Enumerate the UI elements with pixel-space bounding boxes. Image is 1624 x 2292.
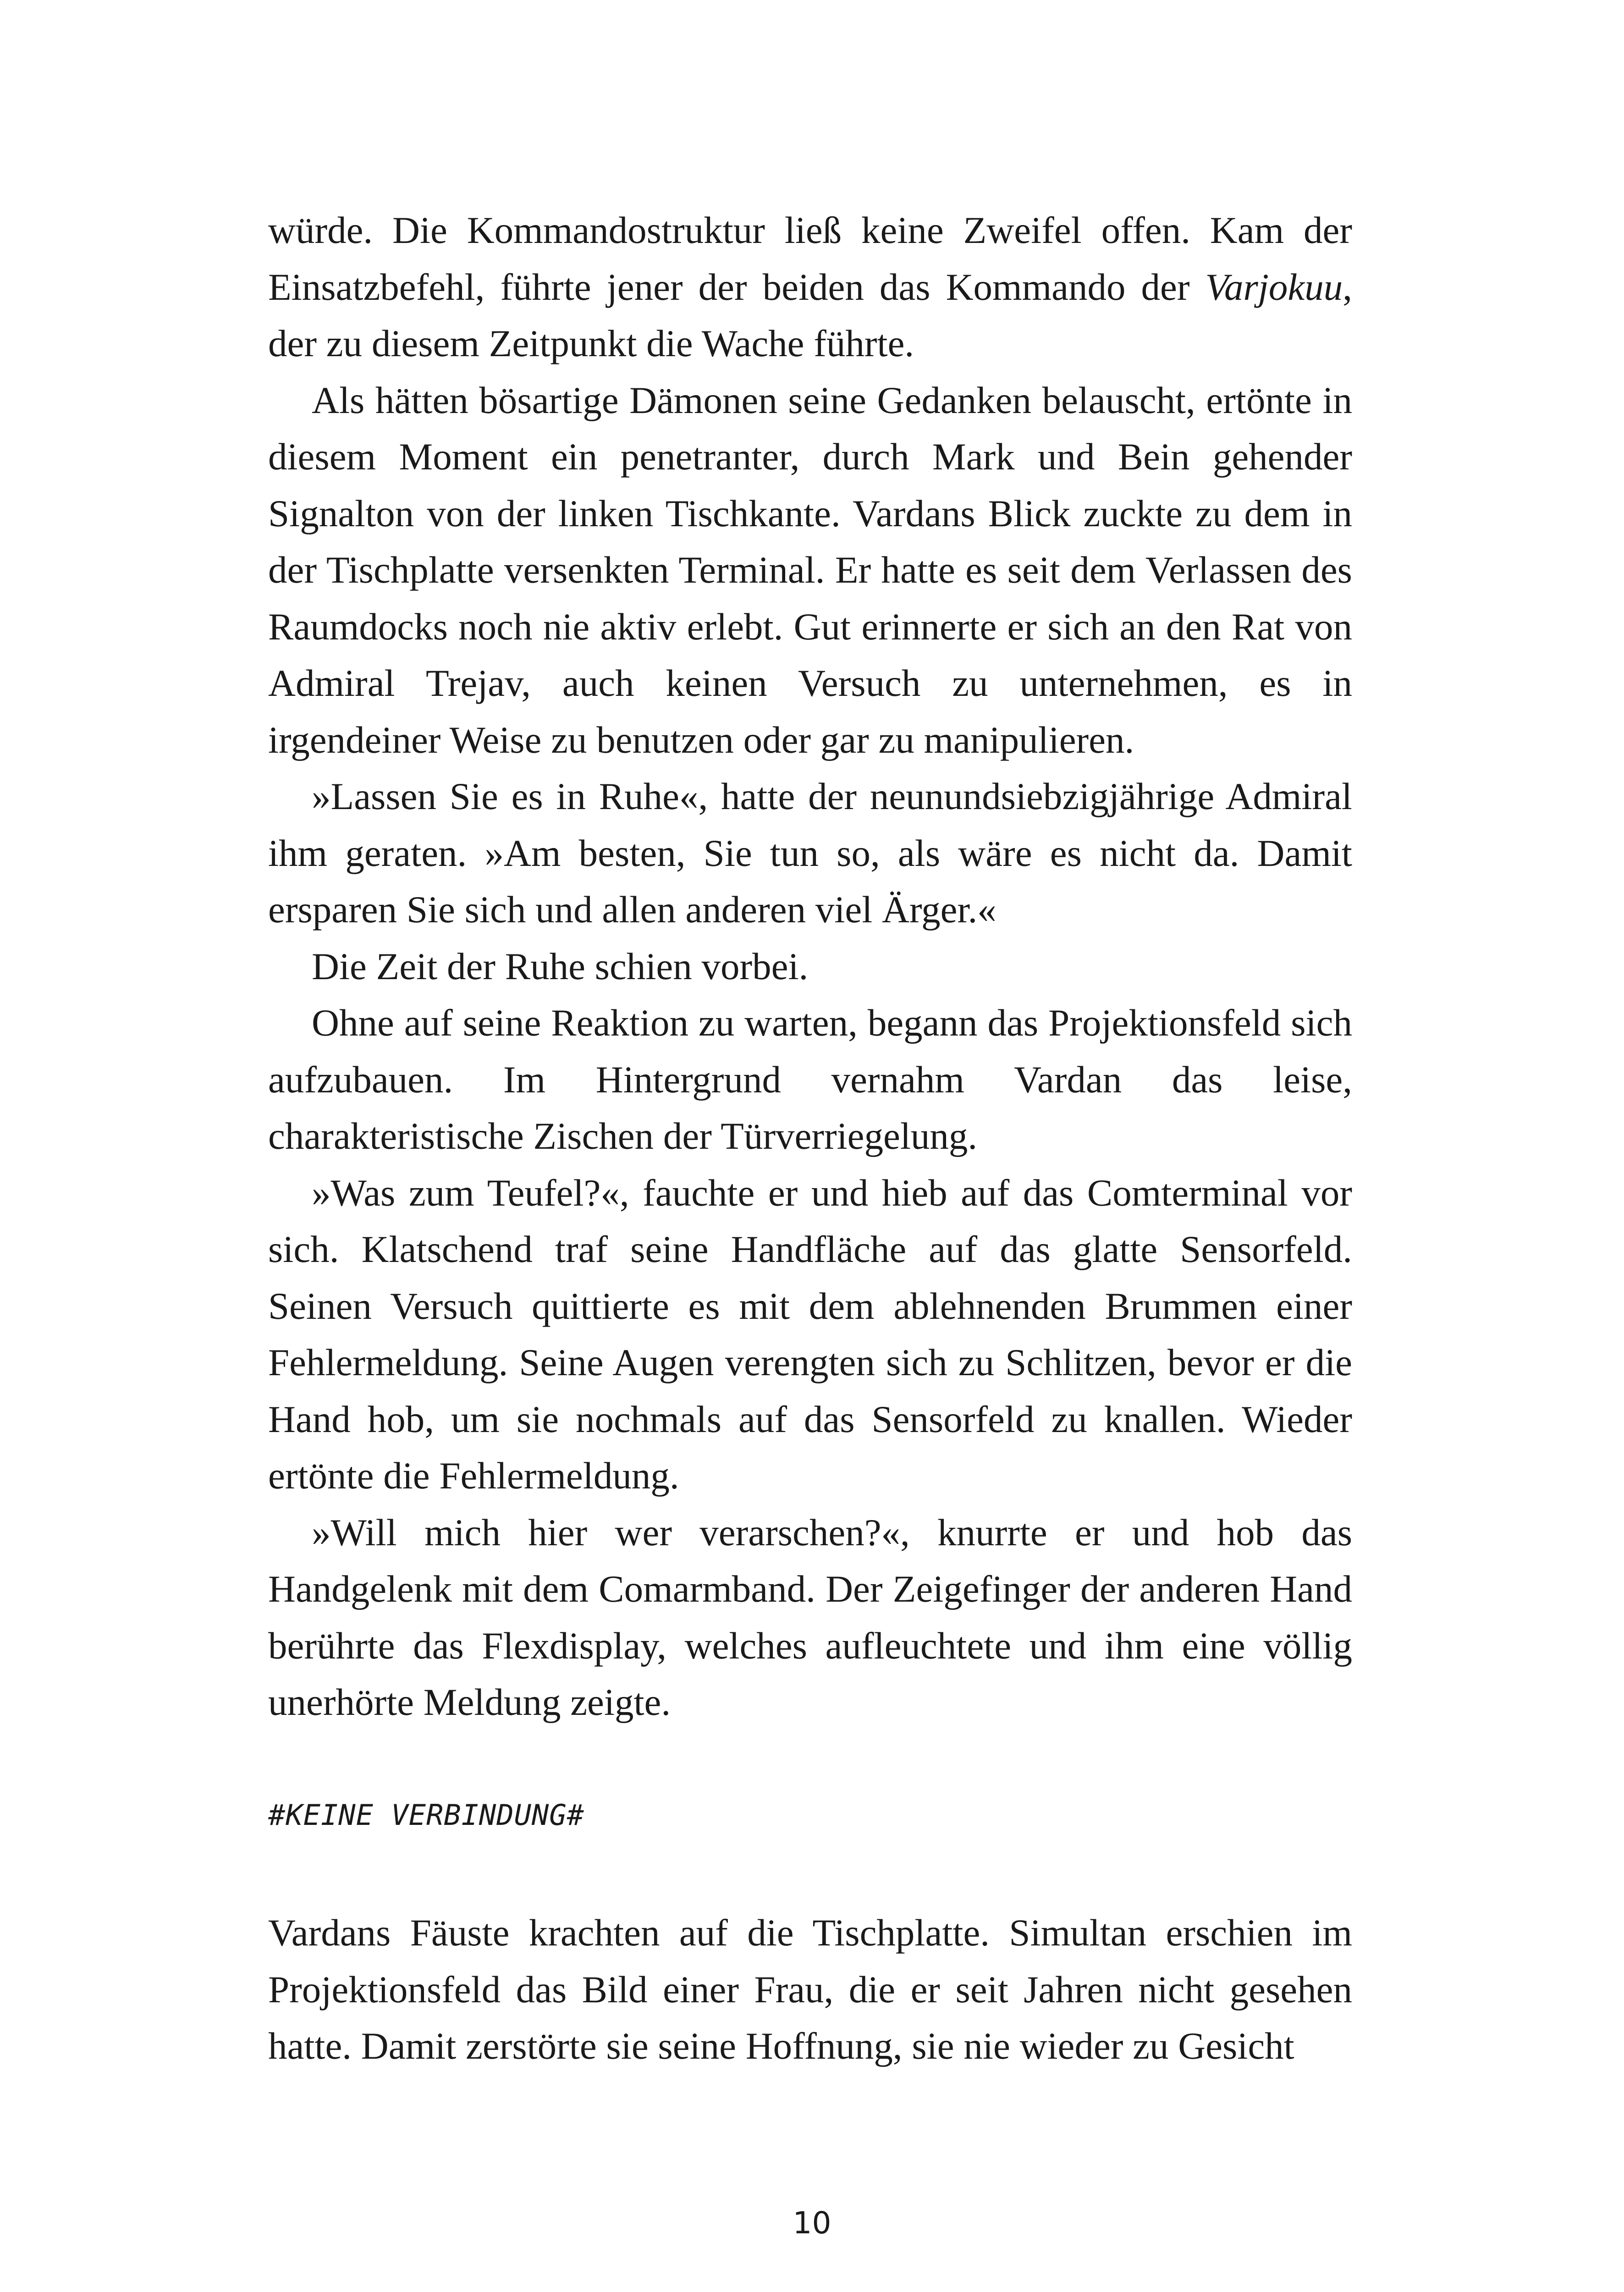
paragraph: »Will mich hier wer verarschen?«, knurrte er und hob das Handgelenk mit dem Comarmband. Der Zeigefinger der anderen Hand berührte das Flexdisplay, welches aufleuchtete und ihm eine völlig unerhörte Meldung zeigte.	[268, 1511, 1352, 1723]
ship-name: Varjokuu	[1205, 265, 1343, 308]
page-number: 10	[793, 2205, 831, 2241]
body-text-block	[268, 202, 1352, 1731]
body-text-block-closing	[268, 1905, 1352, 2075]
paragraph-text-after: , der zu diesem Zeitpunkt die Wache führte.	[268, 265, 1352, 364]
paragraph: »Was zum Teufel?«, fauchte er und hieb auf das Comterminal vor sich. Klatschend traf seine Handfläche auf das glatte Sensorfeld. Seinen Versuch quittierte es mit dem ablehnenden Brummen einer Fehlermeldung. Seine Augen verengten sich zu Schlitzen, bevor er die Hand hob, um sie nochmals auf das Sensorfeld zu knallen. Wieder ertönte die Fehlermeldung.	[268, 1171, 1352, 1497]
paragraph: Ohne auf seine Reaktion zu warten, begann das Projektionsfeld sich aufzubauen. Im Hintergrund vernahm Vardan das leise, charakteristische Zischen der Türverriegelung.	[268, 1002, 1352, 1157]
paragraph: Die Zeit der Ruhe schien vorbei.	[312, 945, 809, 987]
paragraph: Vardans Fäuste krachten auf die Tischplatte. Simultan erschien im Projektionsfeld das Bild einer Frau, die er seit Jahren nicht gesehen hatte. Damit zerstörte sie seine Hoffnung, sie nie wieder zu Gesicht	[268, 1912, 1352, 2067]
paragraph-continuation	[268, 202, 1352, 372]
paragraph: »Lassen Sie es in Ruhe«, hatte der neunundsiebzigjährige Admiral ihm geraten. »Am besten, Sie tun so, als wäre es nicht da. Damit ersparen Sie sich und allen anderen viel Ärger.«	[268, 775, 1352, 931]
paragraph: Als hätten bösartige Dämonen seine Gedanken belauscht, ertönte in diesem Moment ein penetranter, durch Mark und Bein gehender Signalton von der linken Tischkante. Vardans Blick zuckte zu dem in der Tischplatte versenkten Terminal. Er hatte es seit dem Verlassen des Raumdocks noch nie aktiv erlebt. Gut erinnerte er sich an den Rat von Admiral Trejav, auch keinen Versuch zu unternehmen, es in irgendeiner Weise zu benutzen oder gar zu manipulieren.	[268, 379, 1352, 761]
paragraph-text-before: würde. Die Kommandostruktur ließ keine Zweifel offen. Kam der Einsatzbefehl, führte jener der beiden das Kommando der	[268, 209, 1352, 308]
display-message: #KEINE VERBINDUNG#	[268, 1798, 584, 1832]
